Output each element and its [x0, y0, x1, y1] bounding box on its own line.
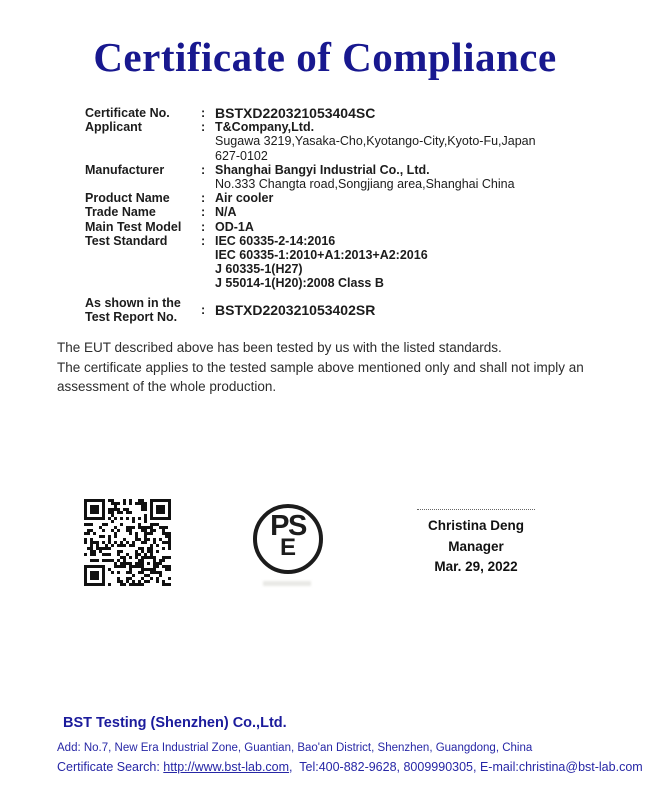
- signer-name: Christina Deng: [427, 518, 524, 533]
- trade-name-value: N/A: [215, 205, 237, 220]
- test-standard-line: J 60335-1(H27): [215, 262, 303, 277]
- trade-name-label: Trade Name: [85, 205, 156, 220]
- colon: :: [201, 233, 206, 248]
- footer-company-name: BST Testing (Shenzhen) Co.,Ltd.: [63, 715, 287, 731]
- colon: :: [201, 120, 206, 135]
- colon: :: [201, 219, 206, 234]
- test-report-value: BSTXD220321053402SR: [215, 301, 376, 318]
- certificate-search-link[interactable]: http://www.bst-lab.com: [163, 760, 290, 774]
- colon: :: [201, 106, 206, 120]
- manufacturer-label: Manufacturer: [85, 162, 165, 177]
- pse-letter-e: E: [279, 534, 296, 561]
- test-report-label-line1: As shown in the: [85, 295, 181, 310]
- pse-mark: [253, 504, 323, 574]
- test-report-label-line2: Test Report No.: [85, 309, 178, 324]
- field-row-main-test-model: [85, 220, 570, 234]
- signature-dotted-line: [417, 501, 535, 510]
- signer-title: Manager: [448, 539, 504, 554]
- applicant-address-line2: 627-0102: [215, 148, 268, 163]
- field-row-test-report-no: [85, 296, 570, 324]
- field-row-trade-name: [85, 205, 570, 219]
- colon: :: [201, 191, 206, 206]
- field-row-product-name: [85, 191, 570, 205]
- manufacturer-address-line1: No.333 Changta road,Songjiang area,Shanghai China: [215, 177, 515, 192]
- colon: :: [201, 162, 206, 177]
- test-standard-line: IEC 60335-2-14:2016: [215, 233, 336, 248]
- product-name-label: Product Name: [85, 191, 170, 206]
- field-row-applicant: [85, 120, 570, 163]
- pse-letters-ps: PS: [270, 510, 306, 542]
- main-test-model-value: OD-1A: [215, 219, 254, 234]
- applicant-address-line1: Sugawa 3219,Yasaka-Cho,Kyotango-City,Kyoto-Fu,Japan: [215, 134, 536, 149]
- certificate-search-label: Certificate Search:: [57, 760, 164, 774]
- certificate-no-value: BSTXD220321053404SC: [215, 105, 376, 121]
- test-standard-line: IEC 60335-1:2010+A1:2013+A2:2016: [215, 248, 428, 263]
- field-row-manufacturer: [85, 163, 570, 191]
- statement-line2: The certificate applies to the tested sample above mentioned only and shall not imply an assessment of the whole production.: [57, 359, 584, 394]
- field-row-test-standard: [85, 234, 570, 291]
- footer-address: Add: No.7, New Era Industrial Zone, Guantian, Bao'an District, Shenzhen, Guangdong, China: [57, 742, 533, 754]
- page-title: Certificate of Compliance: [93, 34, 557, 80]
- certificate-fields: [85, 106, 570, 324]
- qr-code: [84, 499, 171, 586]
- main-test-model-label: Main Test Model: [85, 219, 182, 234]
- signature-block: [400, 501, 552, 574]
- certificate-statement: [57, 338, 605, 397]
- test-standard-line: J 55014-1(H20):2008 Class B: [215, 276, 384, 291]
- colon: :: [201, 302, 206, 317]
- test-standard-label: Test Standard: [85, 233, 168, 248]
- footer-contact-info: , Tel:400-882-9628, 8009990305, E-mail:christina@bst-lab.com: [289, 760, 643, 774]
- applicant-name: T&Company,Ltd.: [215, 120, 315, 135]
- manufacturer-name: Shanghai Bangyi Industrial Co., Ltd.: [215, 162, 430, 177]
- signature-date: Mar. 29, 2022: [434, 559, 518, 574]
- footer-certificate-search: [57, 760, 643, 774]
- certificate-no-label: Certificate No.: [85, 106, 170, 120]
- product-name-value: Air cooler: [215, 191, 274, 206]
- statement-line1: The EUT described above has been tested by us with the listed standards.: [57, 340, 502, 355]
- colon: :: [201, 205, 206, 220]
- applicant-label: Applicant: [85, 120, 142, 135]
- field-row-certificate-no: [85, 106, 570, 120]
- pse-watermark: [263, 581, 311, 586]
